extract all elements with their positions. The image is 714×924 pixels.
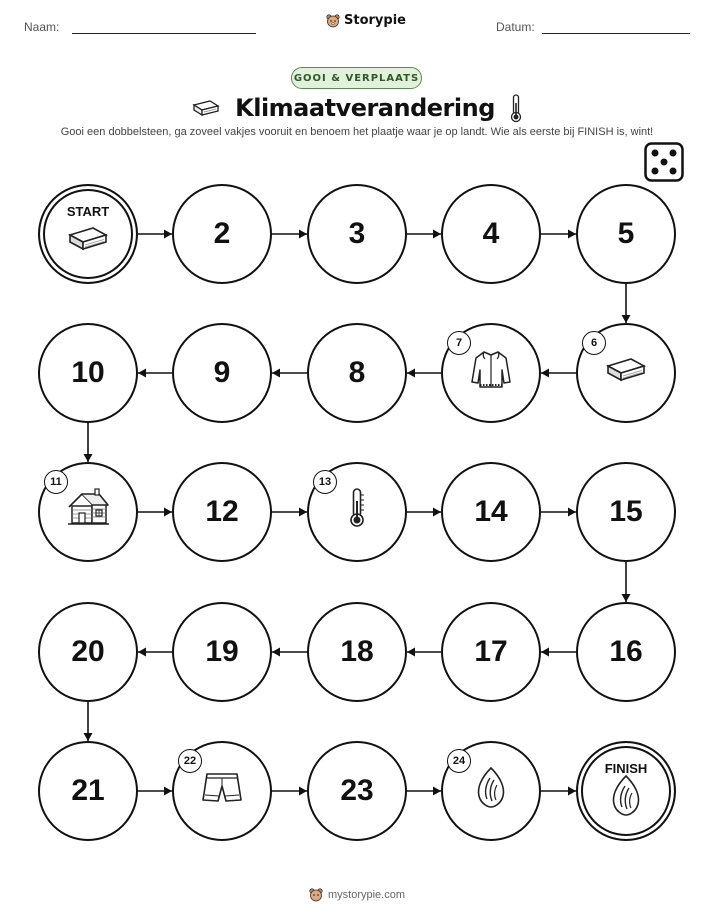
activity-badge: GOOI & VERPLAATS [291, 67, 422, 89]
board-square-12 [172, 462, 272, 562]
square-number: 23 [340, 774, 374, 807]
brand-name: Storypie [344, 13, 406, 28]
square-number: 3 [348, 217, 366, 250]
page-title: Klimaatverandering [235, 94, 495, 122]
arrow-head [407, 648, 415, 657]
arrow-head [272, 369, 280, 378]
arrow-head [299, 787, 307, 796]
board-square-21 [38, 741, 138, 841]
seed-icon [468, 764, 514, 818]
title-row [0, 93, 714, 123]
arrow-head [138, 369, 146, 378]
square-number: 16 [609, 635, 643, 668]
shorts-icon [199, 764, 245, 818]
board-square-23 [307, 741, 407, 841]
square-number: 24 [447, 749, 471, 773]
square-number: 21 [71, 774, 105, 807]
arrow-head [433, 230, 441, 239]
square-number: 13 [313, 470, 337, 494]
board-square-8 [307, 323, 407, 423]
house-icon [65, 485, 111, 539]
board-square-17 [441, 602, 541, 702]
bear-icon [309, 888, 323, 902]
finish-label: FINISH [604, 761, 648, 776]
coat-icon [468, 346, 514, 400]
footer-url: mystorypie.com [327, 889, 406, 901]
start-label: START [66, 204, 110, 219]
footer [0, 888, 714, 902]
square-number: 2 [213, 217, 231, 250]
board-square-13 [307, 462, 407, 562]
square-number: 11 [44, 470, 68, 494]
name-label: Naam: [24, 20, 60, 34]
board-square-10 [38, 323, 138, 423]
arrow-head [622, 594, 631, 602]
arrow-head [568, 508, 576, 517]
board-square-24 [441, 741, 541, 841]
square-number: 5 [617, 217, 635, 250]
board-square-18 [307, 602, 407, 702]
arrow-head [84, 733, 93, 741]
square-number: 10 [71, 356, 105, 389]
square-number: 9 [213, 356, 231, 389]
square-number: 7 [447, 331, 471, 355]
square-number: 18 [340, 635, 374, 668]
arrow-head [541, 369, 549, 378]
book-icon [191, 98, 221, 118]
square-number: 15 [609, 495, 643, 528]
board-square-25 [576, 741, 676, 841]
arrow-head [84, 454, 93, 462]
square-number: 17 [474, 635, 508, 668]
board-square-6 [576, 323, 676, 423]
thermometer-icon [334, 485, 380, 539]
arrow-head [164, 508, 172, 517]
date-line [542, 33, 690, 34]
square-number: 20 [71, 635, 105, 668]
board-square-20 [38, 602, 138, 702]
square-number: 14 [474, 495, 508, 528]
square-number: 8 [348, 356, 366, 389]
arrow-head [407, 369, 415, 378]
arrow-head [568, 787, 576, 796]
square-number: 4 [482, 217, 500, 250]
thermometer-icon [509, 93, 523, 123]
date-label: Datum: [496, 20, 535, 34]
arrow-head [299, 508, 307, 517]
square-number: 6 [582, 331, 606, 355]
arrow-head [164, 787, 172, 796]
board-square-7 [441, 323, 541, 423]
board-square-5 [576, 184, 676, 284]
square-number: 19 [205, 635, 239, 668]
board-square-16 [576, 602, 676, 702]
board-square-14 [441, 462, 541, 562]
square-number: 22 [178, 749, 202, 773]
arrow-head [568, 230, 576, 239]
brand-logo [326, 13, 406, 28]
arrow-head [622, 315, 631, 323]
square-number: 12 [205, 495, 239, 528]
dice-icon [644, 142, 684, 182]
instructions: Gooi een dobbelsteen, ga zoveel vakjes vooruit en benoem het plaatje waar je op landt. Wie als eerste bij FINISH is, wint! [60, 126, 654, 138]
board-square-22 [172, 741, 272, 841]
board-square-9 [172, 323, 272, 423]
bear-icon [326, 14, 340, 28]
arrow-head [138, 648, 146, 657]
board-square-4 [441, 184, 541, 284]
arrow-head [272, 648, 280, 657]
board-square-3 [307, 184, 407, 284]
arrow-head [164, 230, 172, 239]
board-square-15 [576, 462, 676, 562]
name-line [72, 33, 256, 34]
board-square-11 [38, 462, 138, 562]
arrow-head [433, 508, 441, 517]
arrow-head [299, 230, 307, 239]
arrow-head [433, 787, 441, 796]
book-icon [603, 346, 649, 400]
board-square-19 [172, 602, 272, 702]
arrow-head [541, 648, 549, 657]
board-square-1 [38, 184, 138, 284]
board-square-2 [172, 184, 272, 284]
